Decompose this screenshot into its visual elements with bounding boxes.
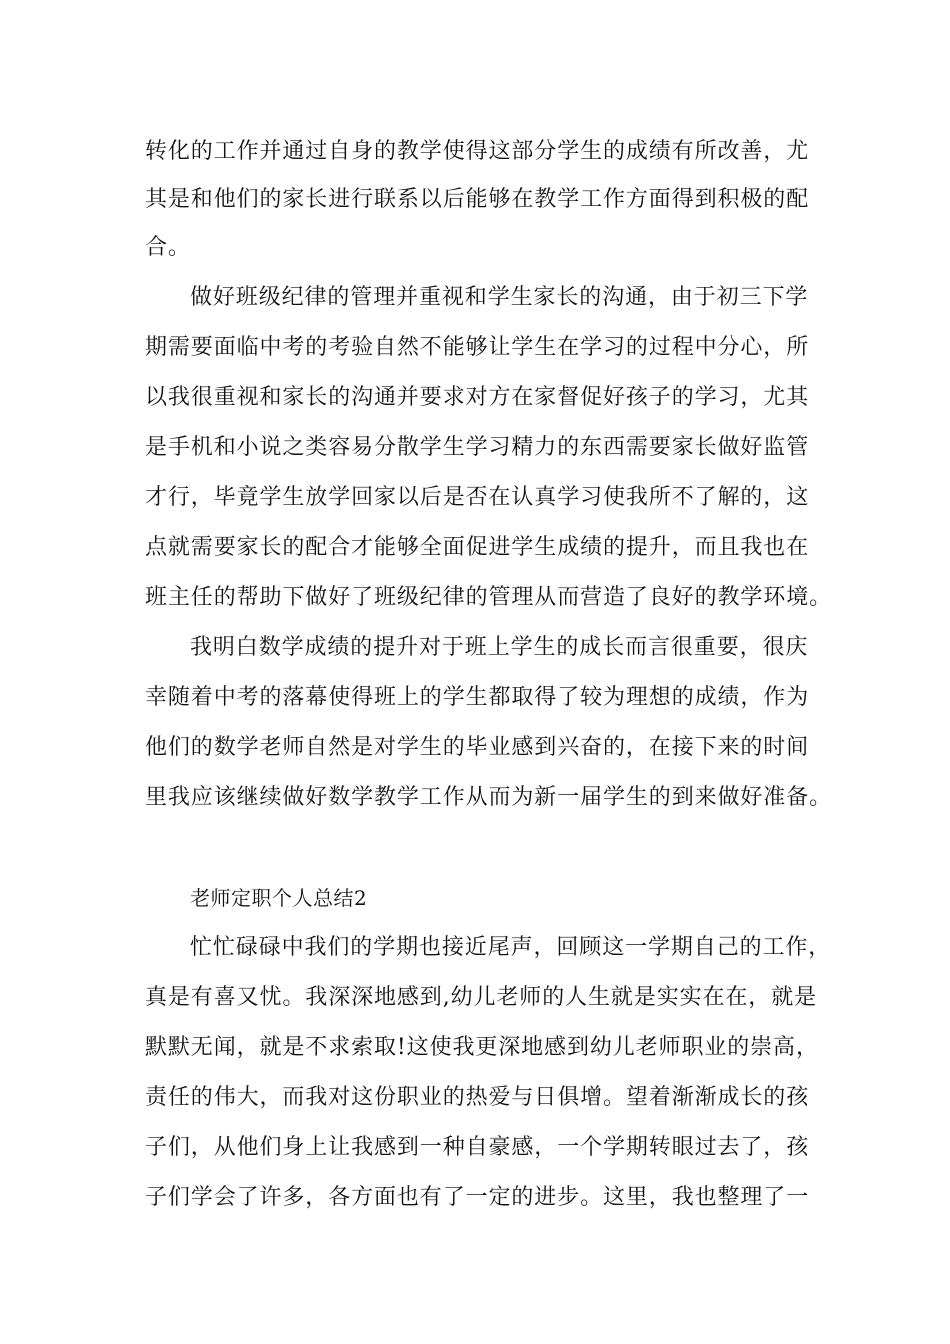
paragraph-line: 默默无闻，就是不求索取!这使我更深地感到幼儿老师职业的崇高， xyxy=(145,1035,819,1060)
paragraph-line: 幸随着中考的落幕使得班上的学生都取得了较为理想的成绩，作为 xyxy=(145,685,810,710)
paragraph-line: 子们学会了许多，各方面也有了一定的进步。这里，我也整理了一 xyxy=(145,1185,810,1210)
paragraph-line: 班主任的帮助下做好了班级纪律的管理从而营造了良好的教学环境。 xyxy=(145,585,833,610)
section-heading: 老师定职个人总结2 xyxy=(190,886,368,910)
paragraph-line: 其是和他们的家长进行联系以后能够在教学工作方面得到积极的配 xyxy=(145,187,810,212)
paragraph-line: 责任的伟大，而我对这份职业的热爱与日俱增。望着渐渐成长的孩 xyxy=(145,1085,810,1110)
paragraph-line: 忙忙碌碌中我们的学期也接近尾声，回顾这一学期自己的工作， xyxy=(190,935,832,960)
paragraph-line: 他们的数学老师自然是对学生的毕业感到兴奋的，在接下来的时间 xyxy=(145,735,810,760)
paragraph-line: 做好班级纪律的管理并重视和学生家长的沟通，由于初三下学 xyxy=(190,285,809,310)
paragraph-line: 才行，毕竟学生放学回家以后是否在认真学习使我所不了解的，这 xyxy=(145,485,810,510)
paragraph-line: 以我很重视和家长的沟通并要求对方在家督促好孩子的学习，尤其 xyxy=(145,385,810,410)
paragraph-line: 点就需要家长的配合才能够全面促进学生成绩的提升，而且我也在 xyxy=(145,535,810,560)
paragraph-line: 真是有喜又忧。我深深地感到,幼儿老师的人生就是实实在在，就是 xyxy=(145,985,817,1010)
paragraph-line: 里我应该继续做好数学教学工作从而为新一届学生的到来做好准备。 xyxy=(145,785,833,810)
paragraph-line: 是手机和小说之类容易分散学生学习精力的东西需要家长做好监管 xyxy=(145,435,810,460)
paragraph-line: 合。 xyxy=(145,235,191,260)
paragraph-line: 子们，从他们身上让我感到一种自豪感，一个学期转眼过去了，孩 xyxy=(145,1135,810,1160)
paragraph-line: 我明白数学成绩的提升对于班上学生的成长而言很重要，很庆 xyxy=(190,635,809,660)
paragraph-line: 转化的工作并通过自身的教学使得这部分学生的成绩有所改善，尤 xyxy=(145,139,810,164)
paragraph-line: 期需要面临中考的考验自然不能够让学生在学习的过程中分心，所 xyxy=(145,335,810,360)
